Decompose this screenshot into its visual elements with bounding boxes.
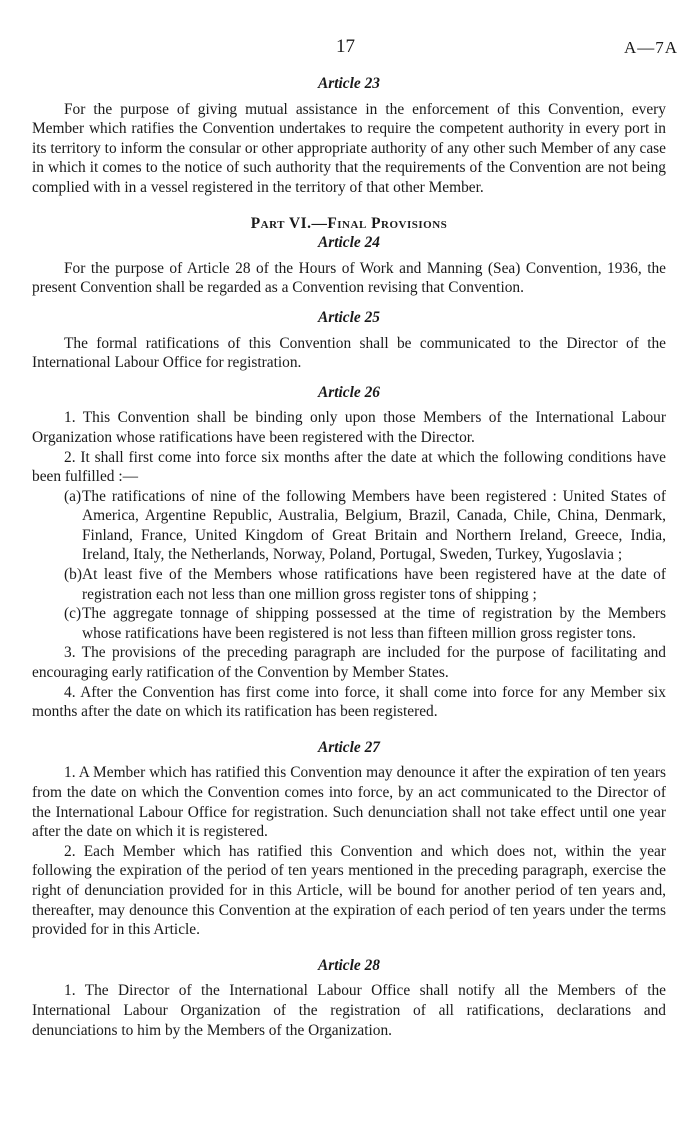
sub-clause-c <box>32 604 666 643</box>
page-number: 17 <box>336 36 355 57</box>
sub-clause-a <box>32 487 666 565</box>
clause-marker: (b) <box>64 566 82 584</box>
clause-marker: (a) <box>64 487 82 505</box>
article-25 <box>32 308 666 373</box>
article-27 <box>32 738 666 940</box>
article-heading: Article 24 <box>318 234 380 252</box>
article-heading: Article 27 <box>318 738 380 756</box>
part-title: Part VI.—Final Provisions <box>250 214 448 232</box>
article-paragraph: 1. A Member which has ratified this Convention may denounce it after the expiration of ten years from the date on which the Convention comes into force, by an act communicated to the Director of the International Labour Office for registration. Such denunciation shall not take effect until one year after the date on which it is registered. <box>32 764 666 841</box>
article-paragraph: 1. This Convention shall be binding only upon those Members of the International Labour Organization whose ratifications have been registered with the Director. <box>32 409 666 446</box>
article-paragraph: The formal ratifications of this Convention shall be communicated to the Director of the International Labour Office for registration. <box>32 334 666 372</box>
clause-marker: (c) <box>64 605 82 623</box>
document-body <box>32 74 666 1040</box>
article-paragraph: 2. Each Member which has ratified this Convention and which does not, within the year following the expiration of the period of ten years mentioned in the preceding paragraph, exercise the right of denunciation provided for in this Article, will be bound for another period of ten years and, thereafter, may denounce this Convention at the expiration of each period of ten years under the terms provided for in this Article. <box>32 842 666 939</box>
article-heading: Article 28 <box>318 956 380 974</box>
clause-text: The aggregate tonnage of shipping possessed at the time of registration by the Members whose ratifications have been registered is not less than fifteen million gross register tons. <box>82 605 666 642</box>
sub-clause-b <box>32 565 666 604</box>
document-reference: A—7A <box>623 38 678 57</box>
article-paragraph: For the purpose of giving mutual assistance in the enforcement of this Convention, every Member which ratifies the Convention undertakes to require the competent authority in every port in its territory to inform the consular or other appropriate authority of any other such Member of any case in which it comes to the notice of such authority that the requirements of the Convention are not being complied with in a vessel registered in the territory of that other Member. <box>32 100 666 196</box>
article-24 <box>32 233 666 298</box>
article-paragraph: For the purpose of Article 28 of the Hours of Work and Manning (Sea) Convention, 1936, the present Convention shall be regarded as a Convention revising that Convention. <box>32 259 666 297</box>
clause-text: The ratifications of nine of the following Members have been registered : United States of America, Argentine Republic, Australia, Belgium, Brazil, Canada, Chile, China, Denmark, Finland, France, United Kingdom of Great Britain and Northern Ireland, Greece, India, Ireland, Italy, the Netherlands, Norway, Poland, Portugal, Sweden, Turkey, Yugoslavia ; <box>82 487 666 564</box>
article-28 <box>32 956 666 1040</box>
article-26 <box>32 383 666 722</box>
clause-text: At least five of the Members whose ratifications have been registered have at the date of registration each not less than one million gross register tons of shipping ; <box>82 566 666 603</box>
article-paragraph: 4. After the Convention has first come into force, it shall come into force for any Member six months after the date on which its ratification has been registered. <box>32 683 666 721</box>
article-23 <box>32 74 666 198</box>
article-heading: Article 23 <box>318 75 380 92</box>
article-heading: Article 26 <box>318 383 380 401</box>
article-paragraph: 3. The provisions of the preceding paragraph are included for the purpose of facilitating and encouraging early ratification of the Convention by Member States. <box>32 644 666 682</box>
page-header <box>0 36 700 60</box>
article-heading: Article 25 <box>318 308 380 326</box>
article-paragraph: 2. It shall first come into force six months after the date at which the following conditions have been fulfilled :— <box>32 448 666 486</box>
article-paragraph: 1. The Director of the International Labour Office shall notify all the Members of the International Labour Organization of the registration of all ratifications, declarations and denunciations to him by the Members of the Organization. <box>32 982 666 1039</box>
